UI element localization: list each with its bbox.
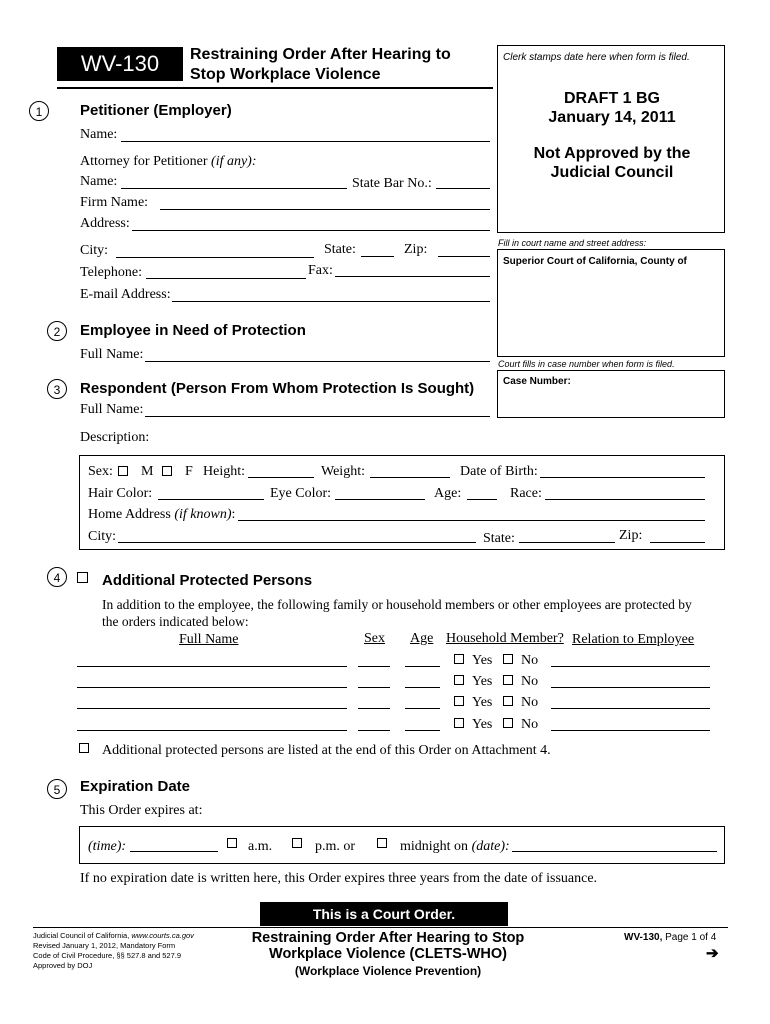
address-field[interactable] xyxy=(132,230,490,231)
protected-age-field[interactable] xyxy=(405,666,440,667)
col-relation: Relation to Employee xyxy=(572,632,695,647)
fax-label: Fax: xyxy=(308,263,333,278)
clerk-stamp-box xyxy=(497,45,725,233)
header-rule xyxy=(57,87,493,89)
section-5-title: Expiration Date xyxy=(80,778,191,795)
section-1-title: Petitioner (Employer) xyxy=(80,102,232,119)
telephone-field[interactable] xyxy=(146,278,306,279)
attorney-label: Attorney for Petitioner (if any): xyxy=(80,154,257,169)
protected-sex-field[interactable] xyxy=(358,687,390,688)
col-full-name: Full Name xyxy=(179,632,239,647)
household-no-checkbox[interactable] xyxy=(503,675,513,685)
city-field[interactable] xyxy=(116,257,314,258)
time-label: (time): xyxy=(88,839,127,854)
household-yes-label: Yes xyxy=(472,674,493,689)
section-2-number: 2 xyxy=(47,321,67,341)
city-label: City: xyxy=(80,243,109,258)
court-name-box[interactable] xyxy=(497,249,725,357)
home-address-label: Home Address (if known): xyxy=(88,507,236,522)
expiration-box xyxy=(79,826,725,864)
telephone-label: Telephone: xyxy=(80,265,142,280)
protected-sex-field[interactable] xyxy=(358,730,390,731)
address-label: Address: xyxy=(80,216,130,231)
state-field[interactable] xyxy=(361,256,394,257)
form-title: Restraining Order After Hearing to Stop Workplace Violence xyxy=(190,46,451,83)
height-label: Height: xyxy=(203,464,245,479)
household-no-label: No xyxy=(521,695,539,710)
court-order-banner: This is a Court Order. xyxy=(260,902,508,926)
respondent-zip-field[interactable] xyxy=(650,542,705,543)
pm-checkbox[interactable] xyxy=(292,838,302,848)
race-label: Race: xyxy=(510,486,542,501)
eye-field[interactable] xyxy=(335,499,425,500)
footer-rule xyxy=(33,927,728,928)
sex-m-checkbox[interactable] xyxy=(118,466,128,476)
protected-relation-field[interactable] xyxy=(551,730,710,731)
household-no-label: No xyxy=(521,717,539,732)
respondent-city-field[interactable] xyxy=(118,542,476,543)
employee-name-field[interactable] xyxy=(145,361,490,362)
section-2-title: Employee in Need of Protection xyxy=(80,322,306,339)
protected-relation-field[interactable] xyxy=(551,708,710,709)
description-box xyxy=(79,455,725,550)
expires-label: This Order expires at: xyxy=(80,803,203,818)
protected-relation-field[interactable] xyxy=(551,666,710,667)
clerk-stamp-label: Clerk stamps date here when form is filed. xyxy=(503,52,690,63)
weight-field[interactable] xyxy=(370,477,450,478)
household-yes-label: Yes xyxy=(472,695,493,710)
draft-stamp: DRAFT 1 BG January 14, 2011 xyxy=(548,90,676,126)
state-label: State: xyxy=(324,242,356,257)
protected-name-field[interactable] xyxy=(77,708,347,709)
section-4-title: Additional Protected Persons xyxy=(102,572,313,589)
household-no-label: No xyxy=(521,674,539,689)
court-hint: Fill in court name and street address: xyxy=(498,238,647,248)
respondent-zip-label: Zip: xyxy=(619,528,643,543)
email-field[interactable] xyxy=(172,301,490,302)
respondent-state-label: State: xyxy=(483,531,515,546)
hair-field[interactable] xyxy=(158,499,264,500)
pm-label: p.m. or xyxy=(315,839,356,854)
protected-name-field[interactable] xyxy=(77,730,347,731)
col-age: Age xyxy=(410,631,434,646)
household-yes-label: Yes xyxy=(472,653,493,668)
bar-no-field[interactable] xyxy=(436,188,490,189)
sex-label: Sex: xyxy=(88,464,113,479)
protected-name-field[interactable] xyxy=(77,666,347,667)
midnight-label: midnight on (date): xyxy=(400,839,510,854)
respondent-name-field[interactable] xyxy=(145,416,490,417)
household-no-label: No xyxy=(521,653,539,668)
household-no-checkbox[interactable] xyxy=(503,696,513,706)
section-5-number: 5 xyxy=(47,779,67,799)
household-yes-checkbox[interactable] xyxy=(454,675,464,685)
protected-age-field[interactable] xyxy=(405,687,440,688)
section-4-checkbox[interactable] xyxy=(77,572,88,583)
form-id: WV-130 xyxy=(80,51,160,76)
hair-label: Hair Color: xyxy=(88,486,153,501)
race-field[interactable] xyxy=(545,499,705,500)
eye-label: Eye Color: xyxy=(270,486,332,501)
petitioner-name-field[interactable] xyxy=(121,141,490,142)
household-no-checkbox[interactable] xyxy=(503,718,513,728)
section-4-number: 4 xyxy=(47,567,67,587)
bar-no-label: State Bar No.: xyxy=(352,176,432,191)
section-3-title: Respondent (Person From Whom Protection Is Sought) xyxy=(80,380,475,397)
col-sex: Sex xyxy=(364,631,385,646)
protected-relation-field[interactable] xyxy=(551,687,710,688)
employee-name-label: Full Name: xyxy=(80,347,144,362)
protected-name-field[interactable] xyxy=(77,687,347,688)
respondent-name-label: Full Name: xyxy=(80,402,144,417)
section-1-number: 1 xyxy=(29,101,49,121)
sex-f-label: F xyxy=(185,464,193,479)
case-number-box[interactable] xyxy=(497,370,725,418)
am-checkbox[interactable] xyxy=(227,838,237,848)
protected-age-field[interactable] xyxy=(405,730,440,731)
date-field[interactable] xyxy=(512,851,717,852)
footer-left-info: Judicial Council of California, www.courts.ca.gov Revised January 1, 2012, Mandatory Form Code of Civil Procedure, §§ 527.8 and 527.9 Approved by DOJ xyxy=(33,931,194,970)
description-label: Description: xyxy=(80,430,150,445)
fax-field[interactable] xyxy=(335,276,490,277)
attorney-name-label: Name: xyxy=(80,174,118,189)
footer-title: Restraining Order After Hearing to Stop Workplace Violence (CLETS-WHO) (Workplace Violence Prevention) xyxy=(251,930,525,978)
dob-field[interactable] xyxy=(540,477,705,478)
zip-field[interactable] xyxy=(438,256,490,257)
form-id-box xyxy=(57,47,183,81)
sex-f-checkbox[interactable] xyxy=(162,466,172,476)
age-label: Age: xyxy=(434,486,462,501)
household-yes-checkbox[interactable] xyxy=(454,696,464,706)
court-name-label: Superior Court of California, County of xyxy=(503,256,687,267)
sex-m-label: M xyxy=(141,464,154,479)
zip-label: Zip: xyxy=(404,242,428,257)
protected-sex-field[interactable] xyxy=(358,708,390,709)
am-label: a.m. xyxy=(248,839,273,854)
section-4-intro-2: the orders indicated below: xyxy=(102,614,249,629)
case-hint: Court fills in case number when form is filed. xyxy=(498,359,675,369)
midnight-checkbox[interactable] xyxy=(377,838,387,848)
time-field[interactable] xyxy=(130,851,218,852)
household-yes-checkbox[interactable] xyxy=(454,718,464,728)
weight-label: Weight: xyxy=(321,464,365,479)
section-4-intro: In addition to the employee, the following family or household members or other employees are protected by xyxy=(102,597,692,612)
attorney-name-field[interactable] xyxy=(121,188,347,189)
respondent-city-label: City: xyxy=(88,529,117,544)
height-field[interactable] xyxy=(248,477,314,478)
protected-sex-field[interactable] xyxy=(358,666,390,667)
expiration-note: If no expiration date is written here, this Order expires three years from the date of issuance. xyxy=(80,871,598,886)
section-3-number: 3 xyxy=(47,379,67,399)
firm-field[interactable] xyxy=(160,209,490,210)
dob-label: Date of Birth: xyxy=(460,464,538,479)
case-number-label: Case Number: xyxy=(503,376,571,387)
col-household: Household Member? xyxy=(446,631,564,646)
household-yes-label: Yes xyxy=(472,717,493,732)
firm-label: Firm Name: xyxy=(80,195,149,210)
next-page-arrow-icon: ➔ xyxy=(706,945,719,962)
age-field[interactable] xyxy=(467,499,497,500)
attachment-4-label: Additional protected persons are listed at the end of this Order on Attachment 4. xyxy=(102,743,551,758)
protected-age-field[interactable] xyxy=(405,708,440,709)
home-address-field[interactable] xyxy=(238,520,705,521)
attachment-4-checkbox[interactable] xyxy=(79,743,89,753)
household-no-checkbox[interactable] xyxy=(503,654,513,664)
approval-stamp: Not Approved by the Judicial Council xyxy=(533,145,691,181)
household-yes-checkbox[interactable] xyxy=(454,654,464,664)
petitioner-name-label: Name: xyxy=(80,127,118,142)
email-label: E-mail Address: xyxy=(80,287,171,302)
page-number: WV-130, Page 1 of 4 xyxy=(624,932,717,943)
respondent-state-field[interactable] xyxy=(519,542,615,543)
